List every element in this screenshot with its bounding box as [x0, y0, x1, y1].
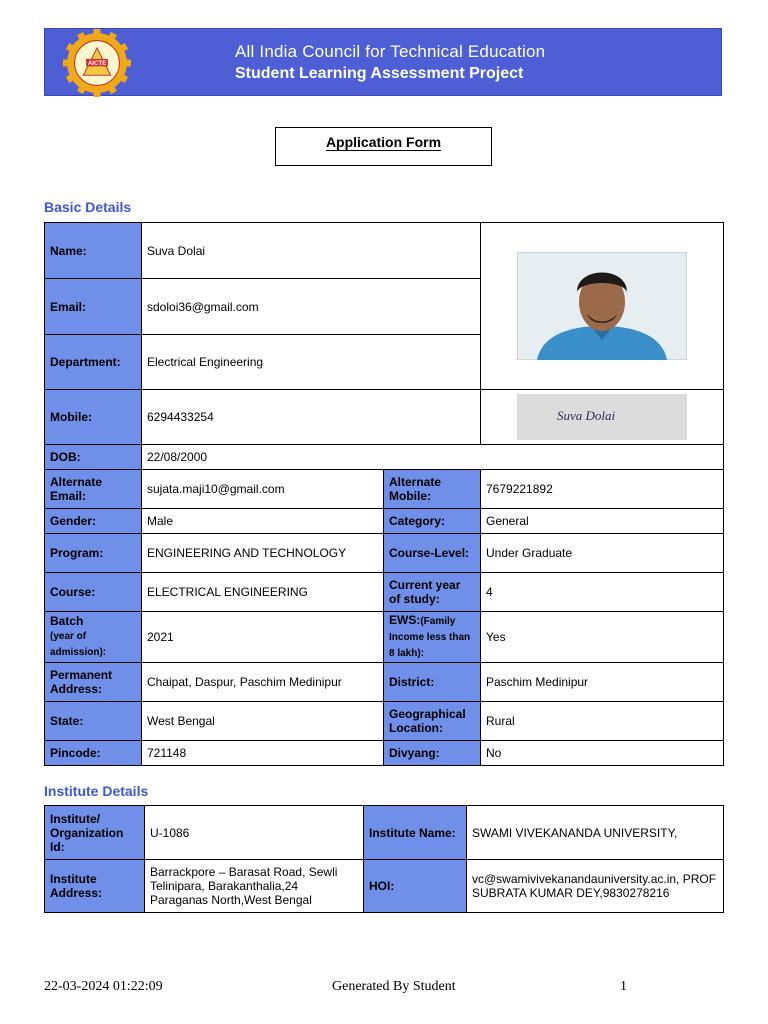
footer-generated-by: Generated By Student [332, 979, 456, 994]
batch-label [45, 612, 142, 663]
institute-id-label: Institute/ Organization Id: [45, 806, 145, 860]
student-signature [517, 394, 687, 440]
district-label: District: [384, 663, 481, 702]
state-label: State: [45, 702, 142, 741]
signature-cell [481, 390, 724, 445]
ews-label-sub: (Family Income less than 8 lakh): [389, 616, 471, 659]
alt-email-label: Alternate Email: [45, 470, 142, 509]
category-label: Category: [384, 509, 481, 534]
form-title: Application Form [325, 134, 442, 150]
course-value: ELECTRICAL ENGINEERING [142, 573, 384, 612]
permanent-address-label: Permanent Address: [45, 663, 142, 702]
institute-name-label: Institute Name: [364, 806, 467, 860]
course-label: Course: [45, 573, 142, 612]
form-title-box [275, 127, 492, 166]
gender-label: Gender: [45, 509, 142, 534]
category-value: General [481, 509, 724, 534]
student-photo [517, 252, 687, 360]
alt-mobile-value: 7679221892 [481, 470, 724, 509]
state-value: West Bengal [142, 702, 384, 741]
batch-label-sub: (year of admission): [50, 631, 107, 658]
alt-mobile-label: Alternate Mobile: [384, 470, 481, 509]
dob-label: DOB: [45, 445, 142, 470]
program-label: Program: [45, 534, 142, 573]
alt-email-value: sujata.maji10@gmail.com [142, 470, 384, 509]
institute-address-value: Barrackpore – Barasat Road, Sewli Telinipara, Barakanthalia,24 Paraganas North,West Bengal [145, 860, 364, 913]
banner-subtitle: Student Learning Assessment Project [235, 65, 524, 82]
geo-location-label: Geographical Location: [384, 702, 481, 741]
institute-id-value: U-1086 [145, 806, 364, 860]
hoi-label: HOI: [364, 860, 467, 913]
institute-details-table [44, 805, 724, 913]
aicte-logo [63, 29, 131, 97]
pincode-value: 721148 [142, 741, 384, 766]
name-label: Name: [45, 223, 142, 279]
institute-name-value: SWAMI VIVEKANANDA UNIVERSITY, [467, 806, 724, 860]
email-label: Email: [45, 279, 142, 335]
ews-label-text: EWS: [389, 613, 421, 627]
department-label: Department: [45, 335, 142, 390]
course-level-label: Course-Level: [384, 534, 481, 573]
logo-text: AICTE [87, 60, 107, 68]
divyang-value: No [481, 741, 724, 766]
program-value: ENGINEERING AND TECHNOLOGY [142, 534, 384, 573]
svg-text:Suva Dolai: Suva Dolai [557, 408, 616, 423]
current-year-label: Current year of study: [384, 573, 481, 612]
institute-address-label: Institute Address: [45, 860, 145, 913]
geo-location-value: Rural [481, 702, 724, 741]
footer-page-number: 1 [620, 979, 627, 994]
batch-value: 2021 [142, 612, 384, 663]
mobile-label: Mobile: [45, 390, 142, 445]
header-banner [44, 28, 722, 96]
hoi-value: vc@swamivivekanandauniversity.ac.in, PROF SUBRATA KUMAR DEY,9830278216 [467, 860, 724, 913]
department-value: Electrical Engineering [142, 335, 481, 390]
ews-value: Yes [481, 612, 724, 663]
photo-cell [481, 223, 724, 390]
name-value: Suva Dolai [142, 223, 481, 279]
basic-details-table [44, 222, 724, 766]
batch-label-text: Batch [50, 614, 84, 628]
pincode-label: Pincode: [45, 741, 142, 766]
mobile-value: 6294433254 [142, 390, 481, 445]
permanent-address-value: Chaipat, Daspur, Paschim Medinipur [142, 663, 384, 702]
institute-details-heading: Institute Details [44, 783, 149, 799]
basic-details-heading: Basic Details [44, 199, 132, 215]
footer-datetime: 22-03-2024 01:22:09 [44, 979, 163, 994]
district-value: Paschim Medinipur [481, 663, 724, 702]
divyang-label: Divyang: [384, 741, 481, 766]
course-level-value: Under Graduate [481, 534, 724, 573]
ews-label [384, 612, 481, 663]
dob-value: 22/08/2000 [142, 445, 724, 470]
gender-value: Male [142, 509, 384, 534]
current-year-value: 4 [481, 573, 724, 612]
banner-title: All India Council for Technical Education [235, 42, 546, 61]
email-value: sdoloi36@gmail.com [142, 279, 481, 335]
